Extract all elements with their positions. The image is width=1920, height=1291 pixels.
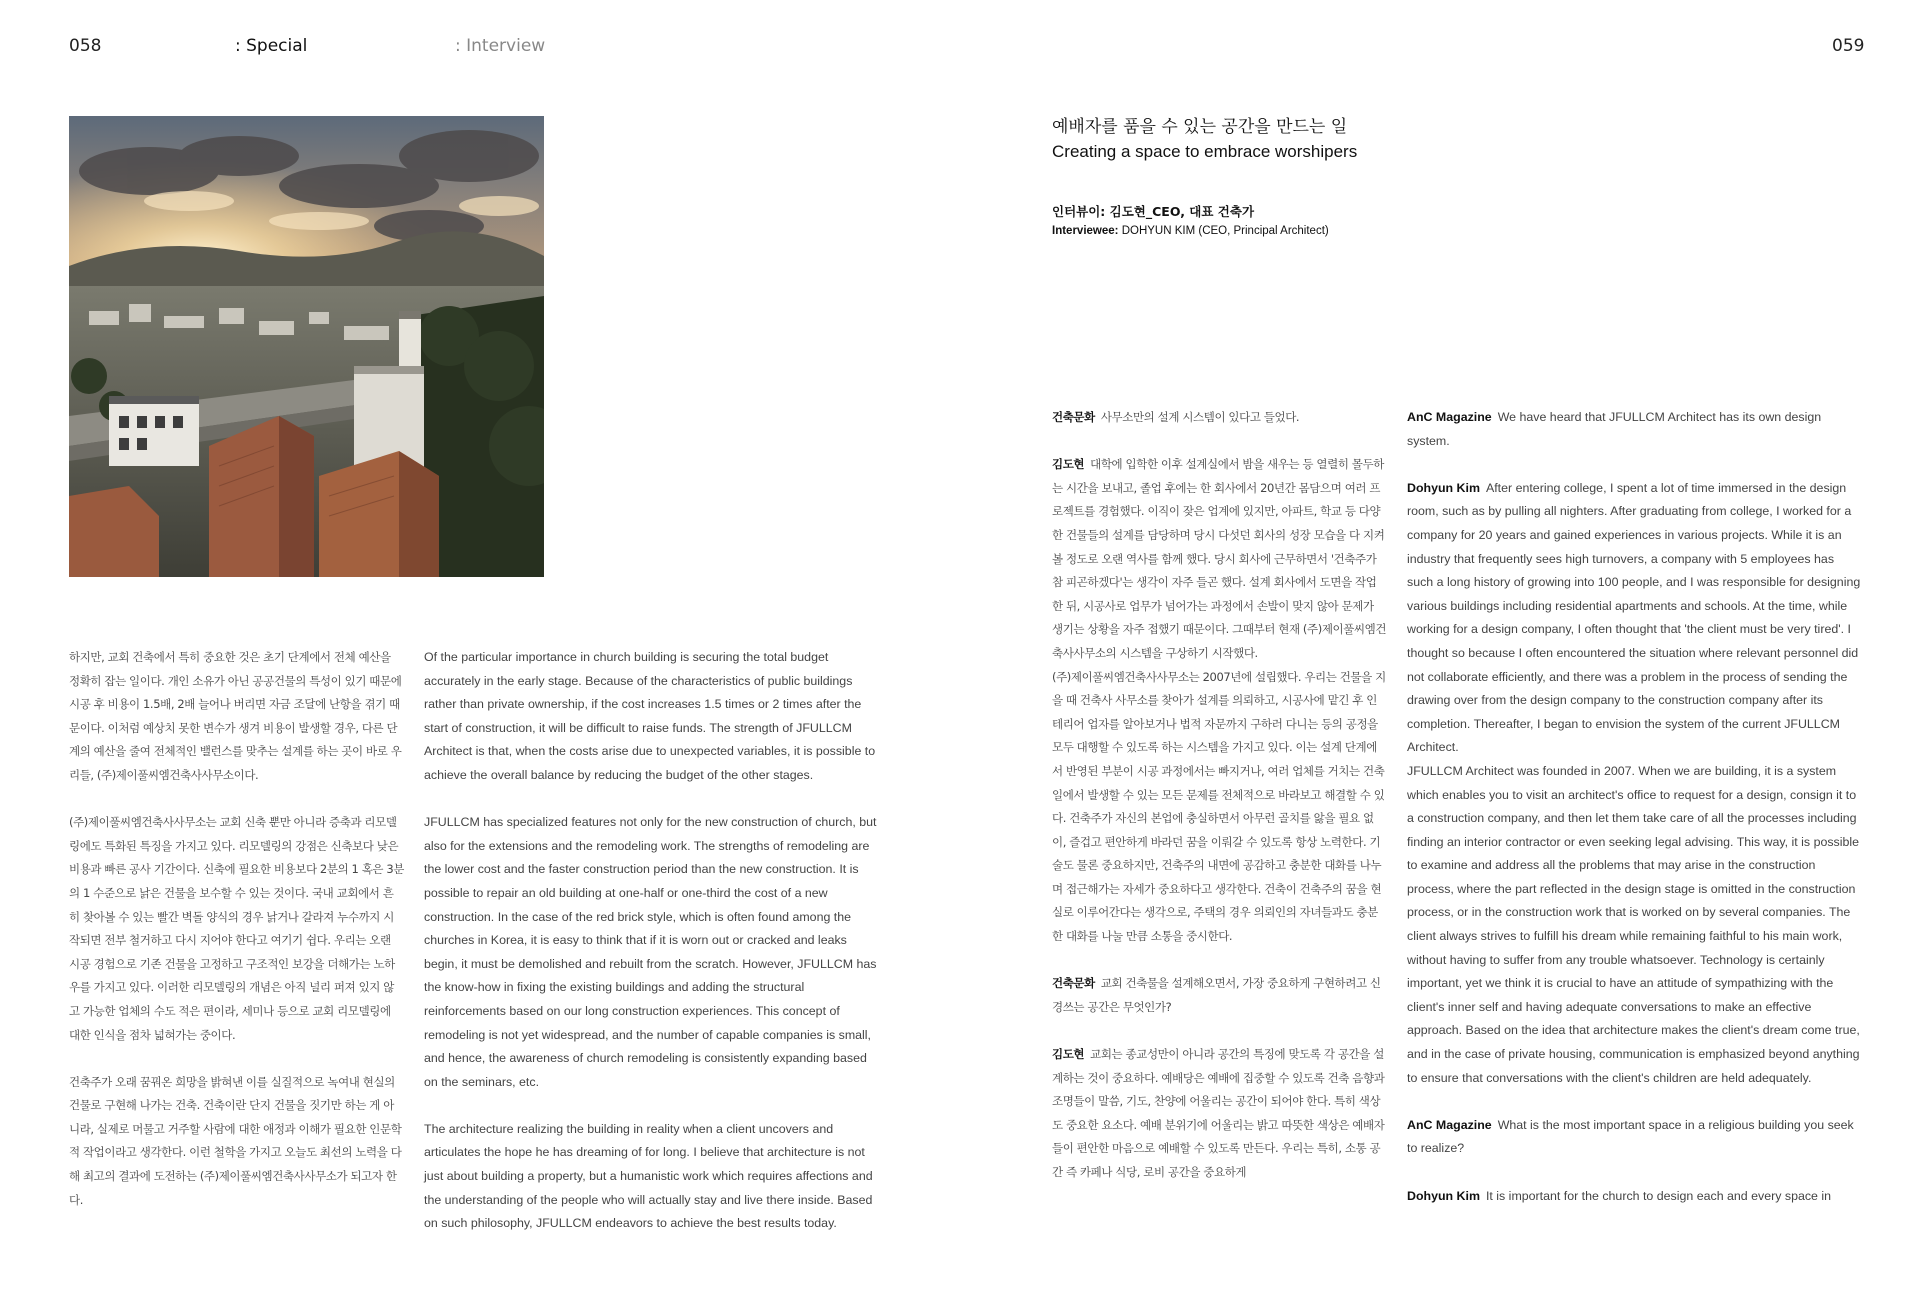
church-building-photo	[69, 116, 544, 577]
left-korean-paragraph: 하지만, 교회 건축에서 특히 중요한 것은 초기 단계에서 전체 예산을 정확히 잡는 일이다. 개인 소유가 아닌 공공건물의 특성이 있기 때문에 시공 후 비용이 1.5배, 2배 늘어나 버리면 자금 조달에 난항을 겪기 때문이다. 이처럼 예상치 못한 변수가 생겨 비용이 발생할 경우, 다른 단계의 예산을 줄여 전체적인 밸런스를 맞추는 설계를 하는 곳이 바로 우리들, (주)제이풀씨엠건축사사무소이다.	[69, 650, 402, 782]
left-korean-paragraph: 건축주가 오래 꿈꿔온 희망을 밝혀낸 이를 실질적으로 녹여내 현실의 건물로 구현해 나가는 건축. 건축이란 단지 건물을 짓기만 하는 게 아니라, 실제로 머물고 거주할 사람에 대한 애정과 이해가 필요한 인문학적 작업이라고 생각한다. 이런 철학을 가지고 오늘도 최선의 노력을 다해 최고의 결과에 도전하는 (주)제이풀씨엠건축사사무소가 되고자 한다.	[69, 1074, 402, 1207]
right-korean-column	[1052, 406, 1387, 1185]
subsection-label: : Interview	[455, 36, 546, 56]
left-english-column	[424, 646, 879, 1236]
speaker-name: Dohyun Kim	[1407, 1188, 1480, 1203]
qa-block	[1052, 453, 1387, 665]
qa-text: 사무소만의 설계 시스템이 있다고 들었다.	[1100, 410, 1300, 424]
left-english-paragraph: Of the particular importance in church building is securing the total budget accurately in the early stage. Because of the characteristics of public buildings rather than private ownership, if the cost increases 1.5 times or 2 times after the start of construction, it will be difficult to raise funds. The strength of JFULLCM Architect is that, when the costs arise due to unexpected variables, it is possible to achieve the overall balance by reducing the budget of the other stages.	[424, 650, 876, 782]
left-korean-paragraph: (주)제이풀씨엠건축사사무소는 교회 신축 뿐만 아니라 증축과 리모델링에도 특화된 특징을 가지고 있다. 리모델링의 강점은 신축보다 낮은 비용과 빠른 공사 기간이다. 신축에 필요한 비용보다 2분의 1 혹은 3분의 1 수준으로 낡은 건물을 보수할 수 있는 것이다. 국내 교회에서 흔히 찾아볼 수 있는 빨간 벽돌 양식의 경우 낡거나 갈라져 누수까지 시작되면 전부 철거하고 다시 지어야 한다고 여기기 쉽다. 우리는 오랜 시공 경험으로 기존 건물을 고정하고 구조적인 보강을 더해가는 노하우를 가지고 있다. 이러한 리모델링의 개념은 아직 널리 퍼져 있지 않고 가능한 업체의 수도 적은 편이라, 세미나 등으로 교회 리모델링에 대한 인식을 점차 넓혀가는 중이다.	[69, 815, 404, 1042]
interviewee-korean: 인터뷰이: 김도현_CEO, 대표 건축가	[1052, 204, 1255, 219]
qa-text: What is the most important space in a religious building you seek to realize?	[1407, 1117, 1854, 1156]
interviewee-english-name: DOHYUN KIM (CEO, Principal Architect)	[1121, 225, 1329, 237]
left-korean-column	[69, 646, 404, 1212]
right-page-number: 059	[1832, 36, 1865, 56]
qa-block	[1052, 666, 1387, 949]
qa-block	[1407, 477, 1862, 760]
qa-block	[1407, 406, 1862, 453]
article-title-english: Creating a space to embrace worshipers	[1052, 142, 1358, 161]
speaker-name: AnC Magazine	[1407, 1117, 1492, 1132]
qa-text: It is important for the church to design each and every space in	[1485, 1188, 1832, 1203]
left-page-number: 058	[69, 36, 102, 56]
section-label: : Special	[235, 36, 308, 56]
qa-block	[1407, 1185, 1862, 1209]
interviewee-english	[1052, 225, 1329, 237]
speaker-name: 건축문화	[1052, 976, 1095, 991]
qa-block	[1052, 972, 1387, 1019]
left-english-paragraph: The architecture realizing the building in reality when a client uncovers and articulates the hope he has dreaming of for long. I believe that architecture is not just about building a property, but a humanistic work which requires affections and the understanding of the people who will actually stay and live there inside. Based on such philosophy, JFULLCM endeavors to achieve the best results today.	[424, 1121, 873, 1231]
qa-block	[1407, 760, 1862, 1090]
qa-block	[1407, 1114, 1862, 1161]
qa-block	[1052, 406, 1387, 430]
interviewee-english-label: Interviewee:	[1052, 225, 1119, 237]
speaker-name: 김도현	[1052, 457, 1085, 472]
qa-text: After entering college, I spent a lot of time immersed in the design room, such as by pulling all nighters. After graduating from college, I worked for a company for 20 years and gained experiences in various projects. While it is an industry that frequently sees high turnovers, a company with 5 employees has such a long history of growing into 100 people, and I was responsible for designing various buildings including residential apartments and schools. At the time, while working for a design company, I often thought that 'the client must be very tired'. I thought so because I often encountered the situation where relevant personnel did not collaborate efficiently, and there was a problem in the process of sending the drawing over from the design company to the construction company after its completion. Thereafter, I began to envision the system of the current JFULLCM Architect.	[1407, 480, 1861, 755]
qa-text: JFULLCM Architect was founded in 2007. When we are building, it is a system which enables you to visit an architect's office to request for a design, consign it to a construction company, and then let them take care of all the processes including finding an interior contractor or even seeking legal advising. This way, it is possible to examine and address all the problems that may arise in the construction process, where the part reflected in the design stage is omitted in the construction process, or in the construction work that is worked on by several companies. The client always strives to fulfill his dream while remaining faithful to his main work, without having to suffer from any trouble whatsoever. Technology is certainly important, yet we think it is crucial to have an attitude of sympathizing with the client's inner self and having adequate conversations to make an effective approach. Based on the idea that architecture makes the client's dream come true, and in the case of private housing, communication is emphasized beyond anything to ensure that conversations with the client's children are held adequately.	[1407, 763, 1860, 1085]
left-english-paragraph: JFULLCM has specialized features not only for the new construction of church, but also for the extensions and the remodeling work. The strengths of remodeling are the lower cost and the faster construction period than the new construction. It is possible to repair an old building at one-half or one-third the cost of a new construction. In the case of the red brick style, which is often found among the churches in Korea, it is easy to think that if it is worn out or cracked and leaks begin, it must be demolished and rebuilt from the scratch. However, JFULLCM has the know-how in fixing the existing buildings and adding the structural reinforcements based on our long construction experiences. This concept of remodeling is not yet widespread, and the number of capable companies is small, and hence, the awareness of church remodeling is consistently expanding based on the seminars, etc.	[424, 815, 877, 1089]
qa-text: 교회 건축물을 설계해오면서, 가장 중요하게 구현하려고 신경쓰는 공간은 무엇인가?	[1052, 976, 1381, 1014]
speaker-name: Dohyun Kim	[1407, 480, 1480, 495]
qa-text: (주)제이풀씨엠건축사사무소는 2007년에 설립했다. 우리는 건물을 지을 때 건축사 사무소를 찾아가 설계를 의뢰하고, 시공사에 맡긴 후 인테리어 업자를 알아보거나 법적 자문까지 구하러 다니는 등의 공정을 모두 대행할 수 있도록 하는 시스템을 가지고 있다. 이는 설계 단계에서 반영된 부분이 시공 과정에서는 빠지거나, 여러 업체를 거치는 건축 일에서 발생할 수 있는 모든 문제를 전체적으로 바라보고 해결할 수 있다. 건축주가 자신의 본업에 충실하면서 아무런 골치를 앓을 필요 없이, 즐겁고 편안하게 바라던 꿈을 이뤄갈 수 있도록 항상 노력한다. 기술도 물론 중요하지만, 건축주의 내면에 공감하고 충분한 대화를 나누며 접근해가는 자세가 중요하다고 생각한다. 건축이 건축주의 꿈을 현실로 이루어간다는 생각으로, 주택의 경우 의뢰인의 자녀들과도 충분한 대화를 나눌 만큼 소통을 중시한다.	[1052, 669, 1386, 944]
qa-text: We have heard that JFULLCM Architect has its own design system.	[1407, 410, 1822, 448]
speaker-name: 건축문화	[1052, 410, 1095, 424]
qa-text: 교회는 종교성만이 아니라 공간의 특징에 맞도록 각 공간을 설계하는 것이 중요하다. 예배당은 예배에 집중할 수 있도록 건축 음향과 조명들이 말씀, 기도, 찬양에 어울리는 공간이 되어야 한다. 특히 색상도 중요한 요소다. 예배 분위기에 어울리는 밝고 따뜻한 색상은 예배자들이 편안한 마음으로 예배할 수 있도록 만든다. 우리는 특히, 소통 공간 즉 카페나 식당, 로비 공간을 중요하게	[1052, 1047, 1385, 1179]
qa-text: 대학에 입학한 이후 설계실에서 밤을 새우는 등 열렬히 몰두하는 시간을 보내고, 졸업 후에는 한 회사에서 20년간 몸담으며 여러 프로젝트를 경험했다. 이직이 잦은 업계에 있지만, 아파트, 학교 등 다양한 건물들의 설계를 담당하며 당시 다섯던 회사의 성장 모습을 다 지켜볼 정도로 오랜 역사를 함께 했다. 당시 회사에 근무하면서 '건축주가 참 피곤하겠다'는 생각이 자주 들곤 했다. 설계 회사에서 도면을 작업한 뒤, 시공사로 업무가 넘어가는 과정에서 손발이 맞지 않아 문제가 생기는 상황을 자주 접했기 때문이다. 그때부터 현재 (주)제이풀씨엠건축사사무소의 시스템을 구상하기 시작했다.	[1052, 457, 1387, 660]
right-english-column	[1407, 406, 1862, 1208]
qa-block	[1052, 1043, 1387, 1185]
speaker-name: AnC Magazine	[1407, 410, 1492, 424]
speaker-name: 김도현	[1052, 1047, 1085, 1062]
article-title-korean: 예배자를 품을 수 있는 공간을 만드는 일	[1052, 117, 1348, 137]
